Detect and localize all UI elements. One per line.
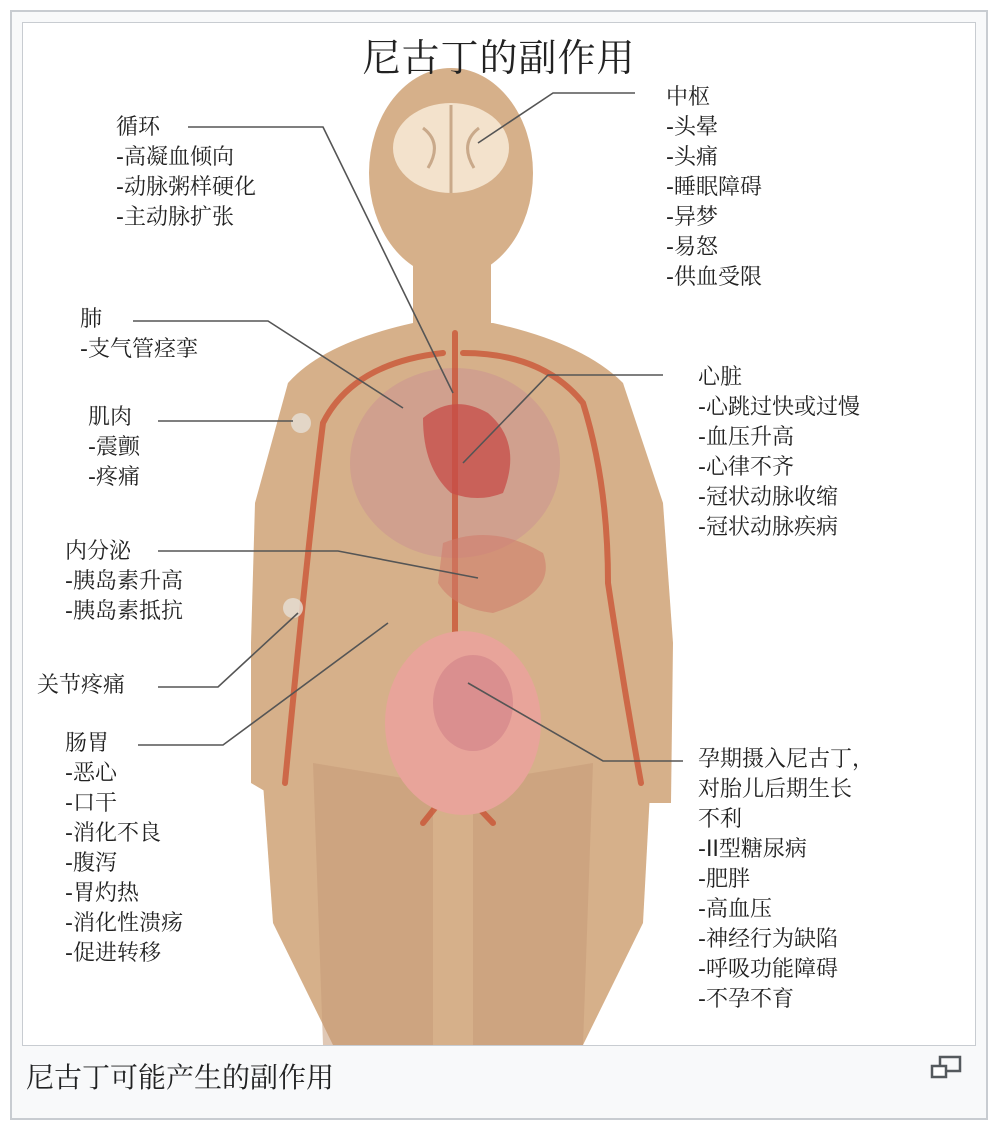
heart-item: -冠状动脉疾病	[698, 515, 838, 540]
gi-item: -恶心	[65, 761, 117, 786]
label-muscle	[88, 403, 140, 493]
label-joints	[37, 671, 125, 701]
figure-caption: 尼古丁可能产生的副作用	[26, 1061, 335, 1094]
heart-heading: 心脏	[698, 365, 743, 390]
pregnancy-item: -II型糖尿病	[698, 837, 807, 862]
circulation-item: -动脉粥样硬化	[116, 175, 256, 200]
label-central	[666, 83, 762, 293]
pregnancy-item: -高血压	[698, 897, 772, 922]
label-endocrine	[65, 537, 183, 627]
heart-item: -冠状动脉收缩	[698, 485, 838, 510]
central-item: -供血受限	[666, 265, 762, 290]
fetus-shape	[385, 631, 541, 815]
muscle-item: -疼痛	[88, 465, 140, 490]
circulation-heading: 循环	[116, 115, 161, 140]
joints-heading: 关节疼痛	[37, 673, 126, 698]
central-heading: 中枢	[666, 85, 711, 110]
brain-shape	[393, 103, 509, 193]
label-circulation	[116, 113, 256, 233]
endocrine-item: -胰岛素升高	[65, 569, 183, 594]
central-item: -睡眠障碍	[666, 175, 762, 200]
pregnancy-item: -不孕不育	[698, 987, 794, 1012]
pregnancy-item: -肥胖	[698, 867, 750, 892]
enlarge-icon[interactable]	[928, 1054, 964, 1082]
gi-item: -消化性溃疡	[65, 911, 183, 936]
circulation-item: -主动脉扩张	[116, 205, 234, 230]
gi-item: -消化不良	[65, 821, 161, 846]
heart-item: -心律不齐	[698, 455, 794, 480]
gi-item: -腹泻	[65, 851, 117, 876]
pregnancy-heading-line: 孕期摄入尼古丁，	[698, 747, 875, 772]
gi-item: -胃灼热	[65, 881, 139, 906]
central-item: -头晕	[666, 115, 718, 140]
label-lungs	[80, 305, 198, 365]
gi-item: -促进转移	[65, 941, 161, 966]
muscle-item: -震颤	[88, 435, 140, 460]
enlarge-icon-graphic	[928, 1054, 964, 1082]
pregnancy-item: -神经行为缺陷	[698, 927, 838, 952]
central-item: -易怒	[666, 235, 718, 260]
endocrine-item: -胰岛素抵抗	[65, 599, 183, 624]
label-gi	[65, 729, 183, 969]
label-pregnancy	[698, 745, 874, 1015]
heart-item: -血压升高	[698, 425, 794, 450]
gi-heading: 肠胃	[65, 731, 110, 756]
left-leg-shape	[313, 763, 433, 1045]
wrist-joint	[283, 598, 303, 618]
figure-image[interactable]	[22, 22, 976, 1046]
central-item: -头痛	[666, 145, 718, 170]
muscle-heading: 肌肉	[88, 405, 133, 430]
label-heart	[698, 363, 860, 543]
endocrine-heading: 内分泌	[65, 539, 132, 564]
lungs-heading: 肺	[80, 307, 103, 332]
pregnancy-heading-line: 不利	[698, 807, 743, 832]
lungs-item: -支气管痉挛	[80, 337, 198, 362]
figure-title: 尼古丁的副作用	[362, 36, 636, 80]
elbow-joint	[291, 413, 311, 433]
heart-item: -心跳过快或过慢	[698, 395, 860, 420]
gi-item: -口干	[65, 791, 117, 816]
pregnancy-item: -呼吸功能障碍	[698, 957, 838, 982]
pregnancy-heading-line: 对胎儿后期生长	[698, 777, 853, 802]
circulation-item: -高凝血倾向	[116, 145, 234, 170]
central-item: -异梦	[666, 205, 718, 230]
